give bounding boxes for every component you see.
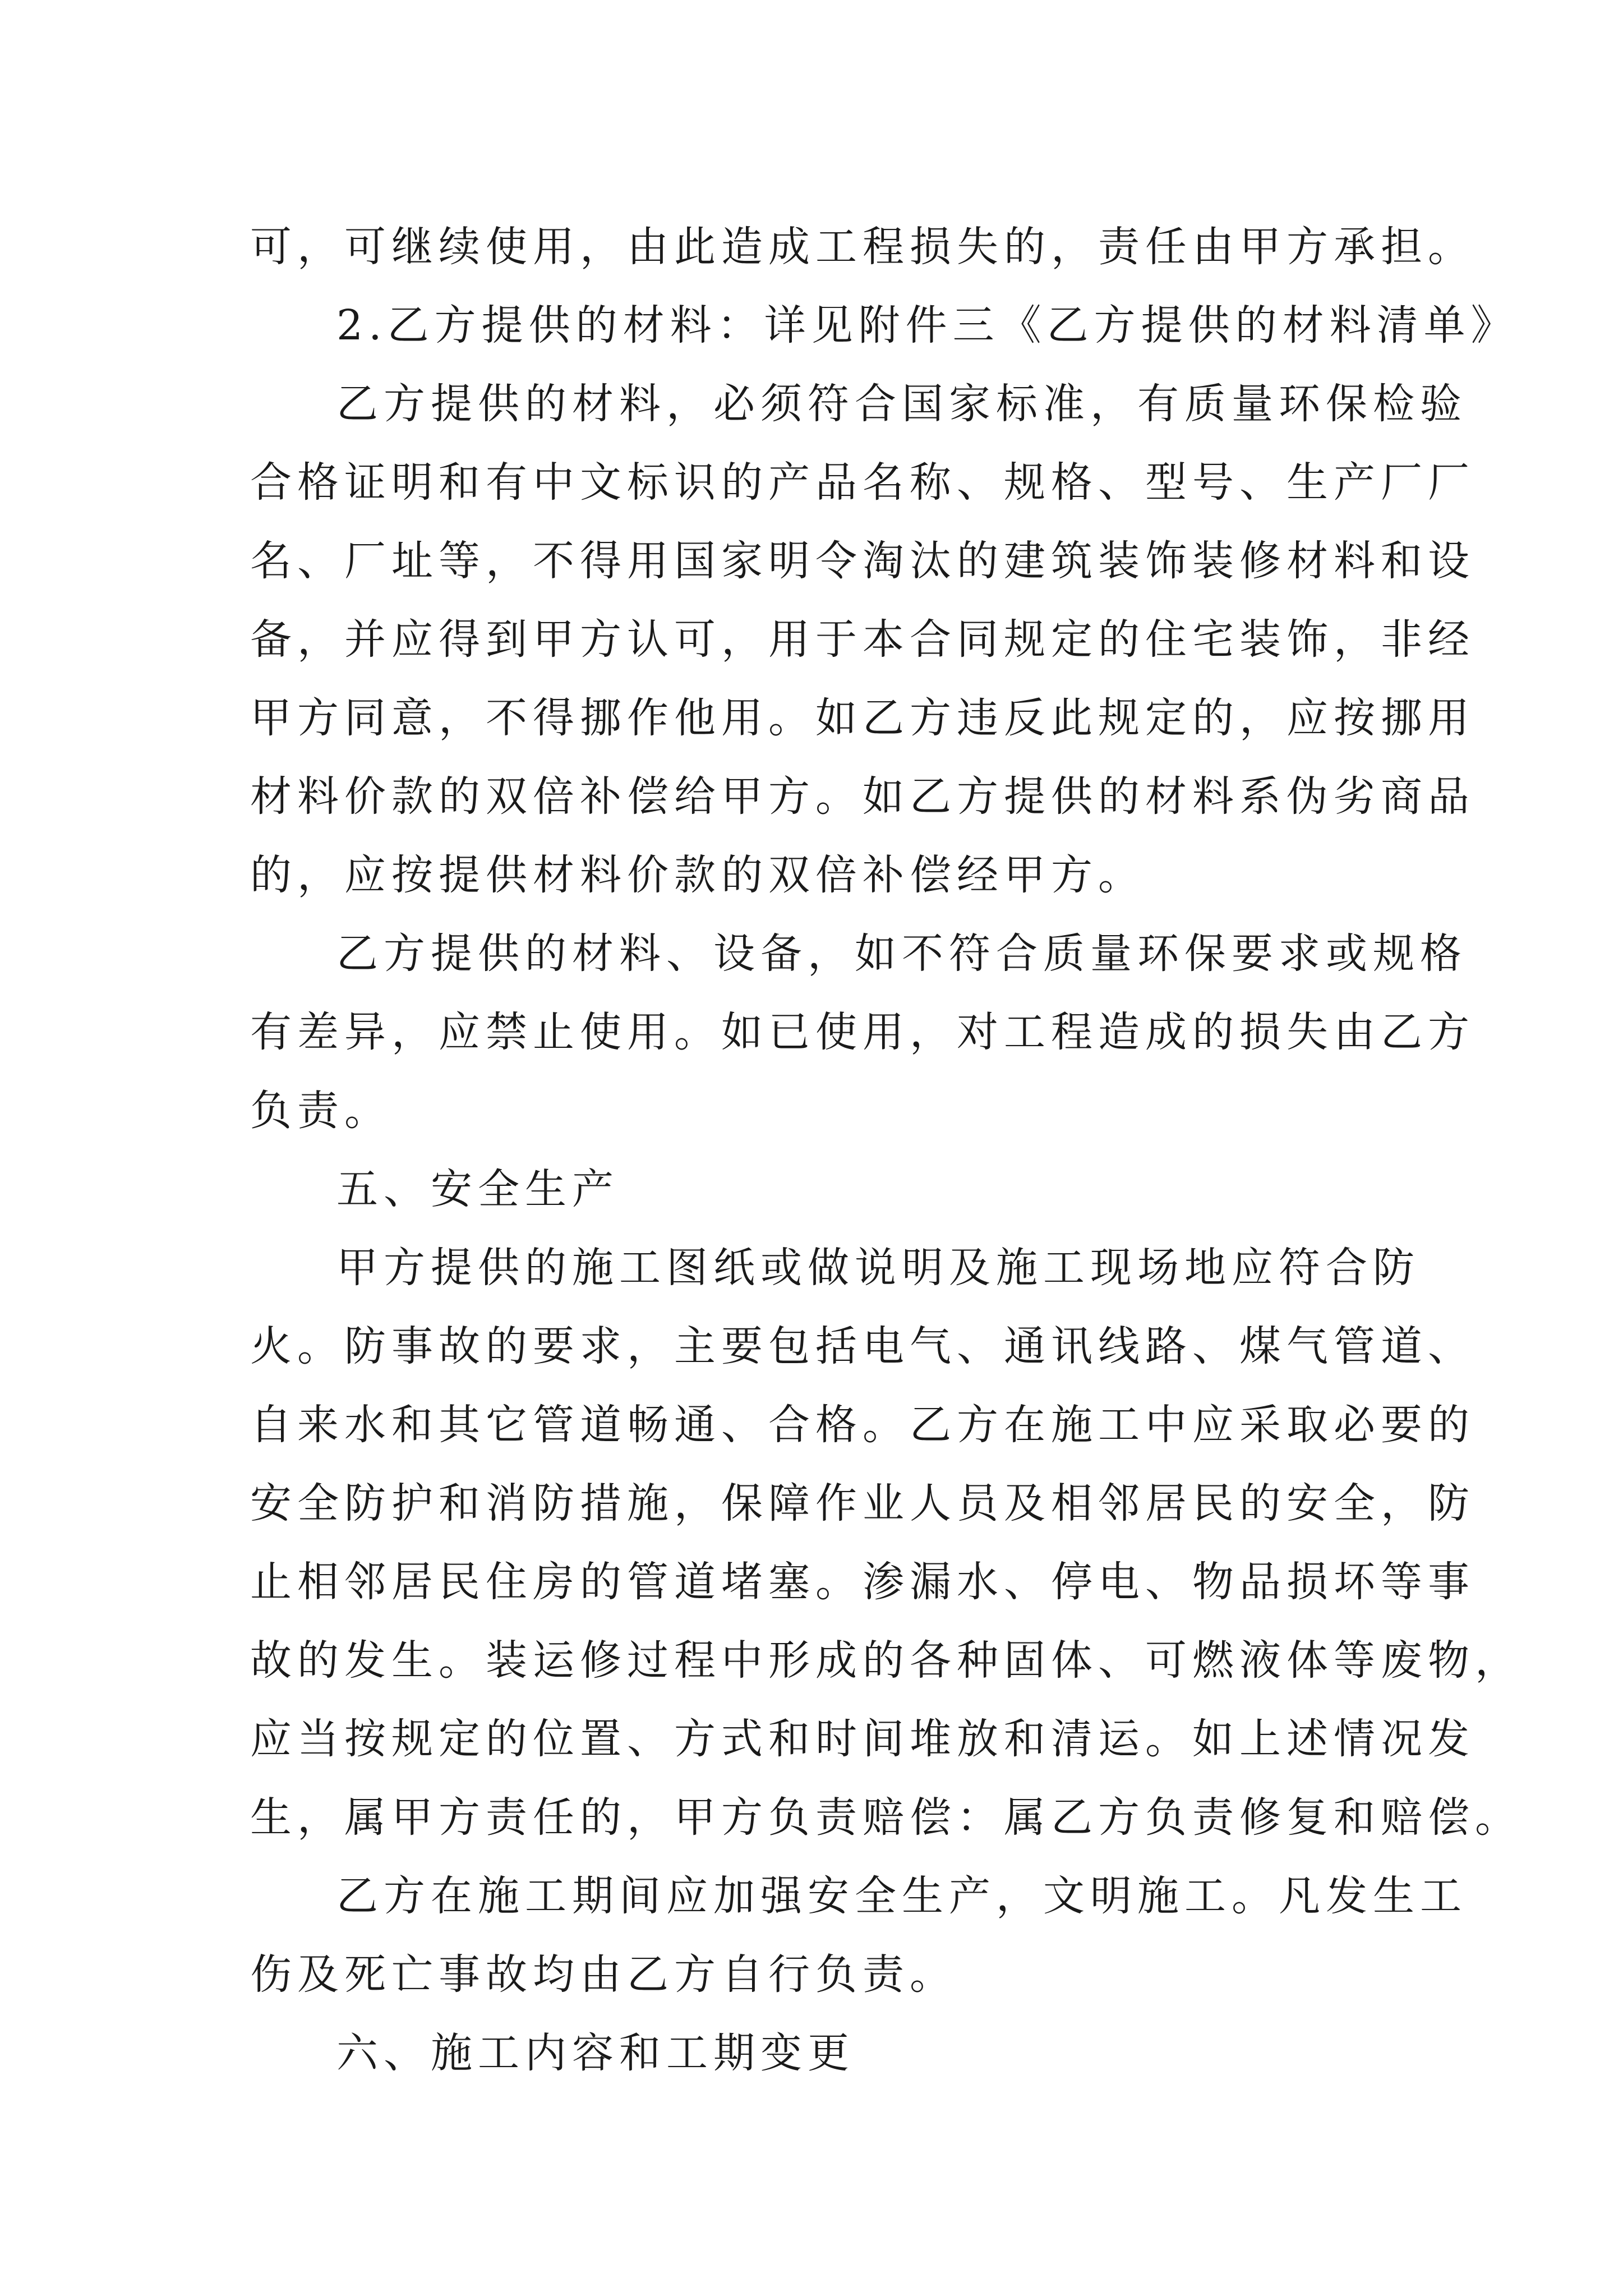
text-line: 材料价款的双倍补偿给甲方。如乙方提供的材料系伪劣商品 (250, 772, 1475, 821)
text-line: 故的发生。装运修过程中形成的各种固体、可燃液体等废物， (250, 1636, 1522, 1685)
text-line: 2.乙方提供的材料：详见附件三《乙方提供的材料清单》 (336, 301, 1518, 349)
text-line: 止相邻居民住房的管道堵塞。渗漏水、停电、物品损坏等事 (250, 1558, 1475, 1606)
section-heading: 六、施工内容和工期变更 (336, 2029, 855, 2077)
text-line: 甲方同意，不得挪作他用。如乙方违反此规定的，应按挪用 (250, 694, 1475, 742)
text-line: 甲方提供的施工图纸或做说明及施工现场地应符合防 (336, 1244, 1420, 1292)
text-line: 火。防事故的要求，主要包括电气、通讯线路、煤气管道、 (250, 1322, 1475, 1370)
text-line: 自来水和其它管道畅通、合格。乙方在施工中应采取必要的 (250, 1401, 1475, 1449)
text-line: 伤及死亡事故均由乙方自行负责。 (250, 1950, 957, 1999)
text-line: 备，并应得到甲方认可，用于本合同规定的住宅装饰，非经 (250, 615, 1475, 664)
text-line: 的，应按提供材料价款的双倍补偿经甲方。 (250, 851, 1145, 899)
text-line: 名、厂址等，不得用国家明令淘汰的建筑装饰装修材料和设 (250, 537, 1475, 585)
text-line: 可，可继续使用，由此造成工程损失的，责任由甲方承担。 (250, 223, 1475, 271)
section-heading: 五、安全生产 (336, 1165, 619, 1213)
text-line: 生，属甲方责任的，甲方负责赔偿：属乙方负责修复和赔偿。 (250, 1793, 1522, 1842)
text-line: 有差异，应禁止使用。如已使用，对工程造成的损失由乙方 (250, 1008, 1475, 1056)
text-line: 安全防护和消防措施，保障作业人员及相邻居民的安全，防 (250, 1479, 1475, 1527)
text-line: 乙方提供的材料，必须符合国家标准，有质量环保检验 (336, 380, 1467, 428)
text-line: 乙方在施工期间应加强安全生产，文明施工。凡发生工 (336, 1872, 1467, 1920)
text-line: 乙方提供的材料、设备，如不符合质量环保要求或规格 (336, 930, 1467, 978)
text-line: 应当按规定的位置、方式和时间堆放和清运。如上述情况发 (250, 1715, 1475, 1763)
text-line: 负责。 (250, 1087, 391, 1135)
text-line: 合格证明和有中文标识的产品名称、规格、型号、生产厂厂 (250, 458, 1475, 507)
